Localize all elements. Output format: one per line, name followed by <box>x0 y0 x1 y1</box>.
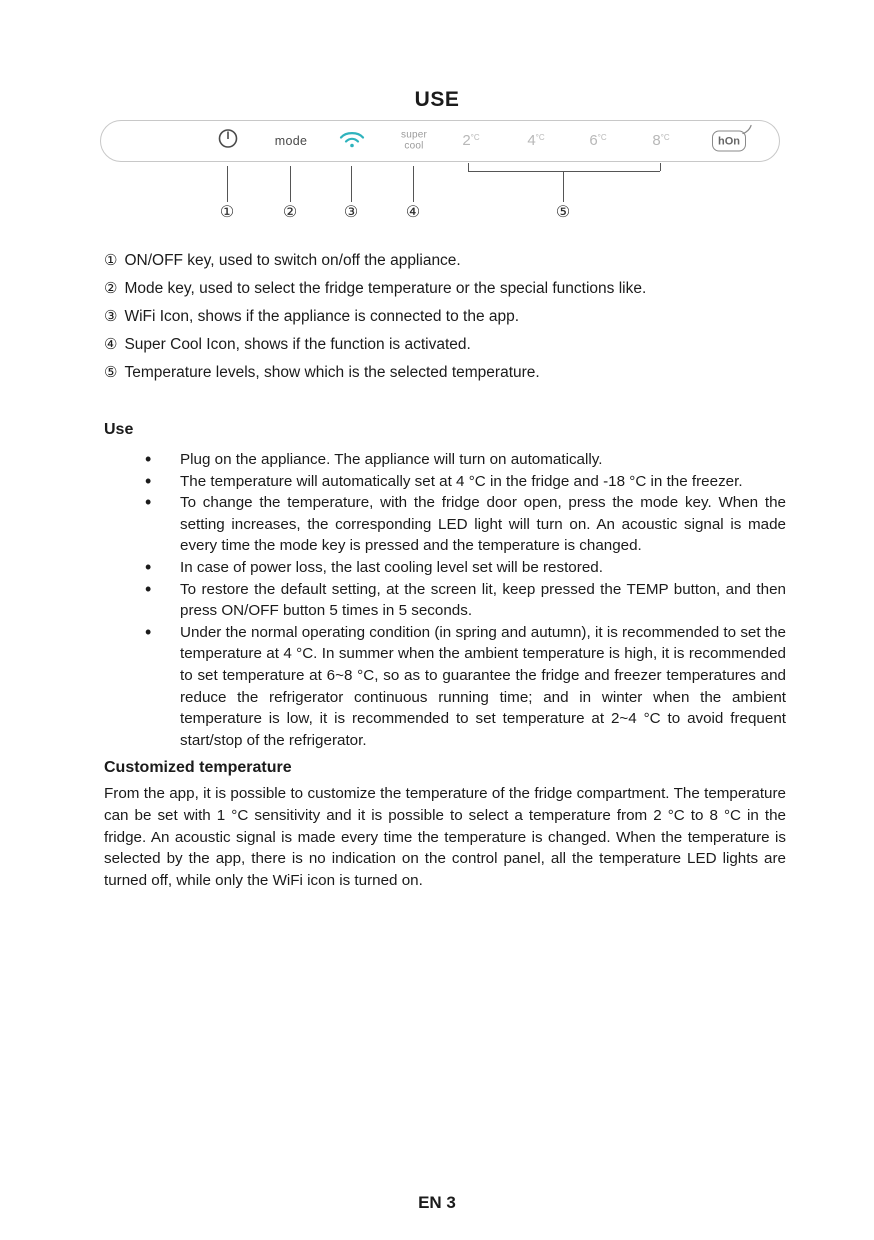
legend-text: Mode key, used to select the fridge temperature or the special functions like. <box>124 280 647 297</box>
super-cool-label-line1: super <box>400 129 428 141</box>
super-cool-indicator <box>401 131 427 152</box>
legend-number: ① <box>104 252 118 269</box>
bullet-item-3 <box>104 492 786 557</box>
body-content <box>104 247 786 891</box>
page-number: EN 3 <box>418 1193 456 1212</box>
bullet-item-2 <box>104 471 786 493</box>
use-bullet-list <box>104 449 786 751</box>
legend-number: ⑤ <box>104 364 118 381</box>
bullet-text: To restore the default setting, at the screen lit, keep pressed the TEMP button, and then press ON/OFF button 5 times in 5 seconds. <box>180 580 786 620</box>
callout-number-1: ① <box>219 204 235 221</box>
callout-line-3 <box>351 166 352 202</box>
bullet-item-1 <box>104 449 786 471</box>
page-title: USE <box>414 88 460 111</box>
bullet-text: Under the normal operating condition (in spring and autumn), it is recommended to set the temperature at 4 °C. In summer when the ambient temperature is high, it is recommended to set temperature at 6~8 °C, so as to guarantee the fridge and freezer temperatures and reduce the refrigerator continuous running time; and in winter when the ambient temperature is low, it is recommended to set temperature at 2~4 °C to avoid frequent start/stop of the refrigerator. <box>180 623 786 749</box>
callout-bracket-left-tick <box>468 163 469 171</box>
use-heading: Use <box>104 421 134 438</box>
power-key <box>216 126 240 157</box>
callout-line-1 <box>227 166 228 202</box>
bullet-text: To change the temperature, with the fridge door open, press the mode key. When the setting increases, the corresponding LED light will turn on. An acoustic signal is made every time the mode key is pressed and the temperature is changed. <box>180 494 786 555</box>
legend-list <box>104 247 786 387</box>
mode-label: mode <box>274 134 308 148</box>
temp-led-8c: $8^{^\circ C}$ <box>652 132 670 149</box>
bullet-text: Plug on the appliance. The appliance will turn on automatically. <box>180 451 603 468</box>
bullet-marker: • <box>145 621 152 642</box>
legend-text: Super Cool Icon, shows if the function is activated. <box>124 336 471 353</box>
bullet-item-4 <box>104 557 786 579</box>
callout-line-2 <box>290 166 291 202</box>
hon-logo-text: hOn <box>718 135 740 147</box>
legend-item-3 <box>104 303 786 331</box>
callout-number-2: ② <box>282 204 298 221</box>
legend-number: ② <box>104 280 118 297</box>
bullet-marker: • <box>145 449 152 469</box>
hon-logo-box <box>712 131 746 152</box>
legend-item-1 <box>104 247 786 275</box>
wifi-icon <box>337 129 367 149</box>
temp-led-4c: $4^{^\circ C}$ <box>527 132 545 149</box>
legend-text: WiFi Icon, shows if the appliance is connected to the app. <box>124 308 520 325</box>
super-cool-label-line2: cool <box>404 140 424 151</box>
hon-logo <box>712 131 746 152</box>
hon-signal-arc-icon <box>742 125 752 135</box>
bullet-marker: • <box>145 492 152 513</box>
bullet-text: The temperature will automatically set at 4 °C in the fridge and -18 °C in the freezer. <box>180 472 743 490</box>
bullet-marker: • <box>145 556 152 577</box>
callout-number-5: ⑤ <box>555 204 571 221</box>
callout-bracket-stem <box>563 171 564 202</box>
wifi-indicator <box>337 129 367 154</box>
bullet-text: In case of power loss, the last cooling level set will be restored. <box>180 558 603 576</box>
callout-number-3: ③ <box>343 204 359 221</box>
power-icon <box>216 126 240 152</box>
bullet-marker: • <box>145 578 152 599</box>
temp-led-2c: $2^{^\circ C}$ <box>462 132 480 149</box>
mode-key <box>275 132 307 150</box>
customized-temperature-body: From the app, it is possible to customize the temperature of the fridge compartment. The temperature can be set with 1 °C sensitivity and it is possible to select a temperature from 2 °C to 8 °C in the fridge. An acoustic signal is made every time the temperature is changed. When the temperature is selected by the app, there is no indication on the control panel, all the temperature LED lights are turned off, while only the WiFi icon is turned on. <box>104 785 786 889</box>
callout-line-4 <box>413 166 414 202</box>
bullet-item-6 <box>104 622 786 752</box>
legend-number: ③ <box>104 308 118 325</box>
bullet-item-5 <box>104 579 786 622</box>
callout-number-4: ④ <box>405 204 421 221</box>
legend-text: ON/OFF key, used to switch on/off the appliance. <box>124 252 461 269</box>
legend-text: Temperature levels, show which is the selected temperature. <box>124 364 540 381</box>
control-panel-diagram <box>100 120 780 162</box>
temp-led-6c: $6^{^\circ C}$ <box>589 132 607 149</box>
callout-bracket-right-tick <box>660 163 661 171</box>
legend-number: ④ <box>104 336 118 353</box>
callout-bracket <box>468 171 660 172</box>
customized-temperature-heading: Customized temperature <box>104 759 292 777</box>
legend-item-2 <box>104 275 786 303</box>
legend-item-4 <box>104 331 786 359</box>
bullet-marker: • <box>145 470 152 491</box>
legend-item-5 <box>104 359 786 387</box>
